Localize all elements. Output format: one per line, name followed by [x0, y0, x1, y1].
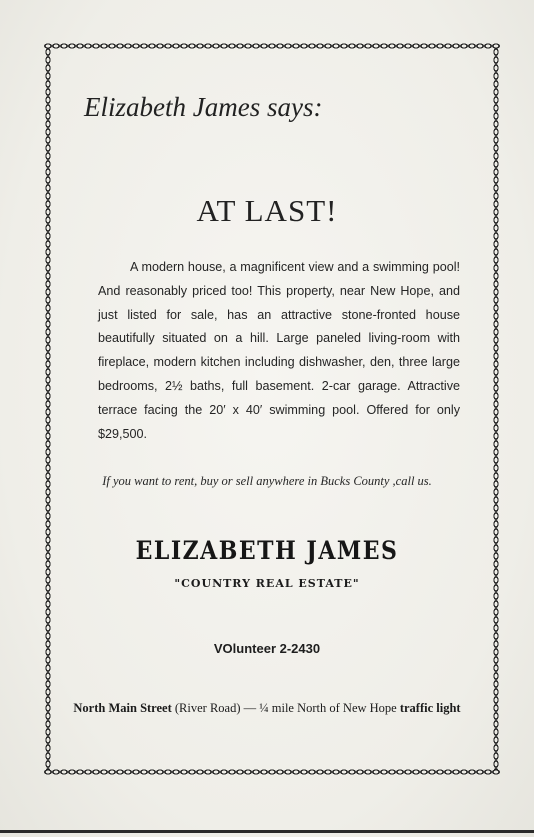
page-bottom-rule — [0, 830, 534, 833]
address-street: North Main Street — [73, 701, 172, 715]
firm-name: ELIZABETH JAMES — [135, 536, 399, 566]
border-bottom — [44, 768, 500, 776]
border-right — [492, 48, 500, 770]
agent-says-heading: Elizabeth James says: — [84, 92, 323, 122]
phone-number: VOlunteer 2-2430 — [213, 641, 321, 656]
address-line — [0, 701, 534, 716]
firm-subtitle: "COUNTRY REAL ESTATE" — [174, 577, 360, 590]
address-landmark: traffic light — [399, 701, 461, 715]
tagline: If you want to rent, buy or sell anywhere in Bucks County ,call us. — [102, 474, 432, 488]
headline: AT LAST! — [196, 193, 338, 228]
address-road: (River Road) — ¼ mile North of New Hope — [171, 701, 400, 715]
listing-description: A modern house, a magnificent view and a swimming pool! And reasonably priced too! This property, near New Hope, and just listed for sale, has an attractive stone-fronted house beautifully situated on a hill. Large paneled living-room with fireplace, modern kitchen including dishwasher, den, three large bedrooms, 2½ baths, full basement. 2-car garage. Attractive terrace facing the 20′ x 40′ swimming pool. Offered for only $29,500. — [98, 260, 460, 441]
border-top — [44, 42, 500, 50]
border-left — [44, 48, 52, 770]
